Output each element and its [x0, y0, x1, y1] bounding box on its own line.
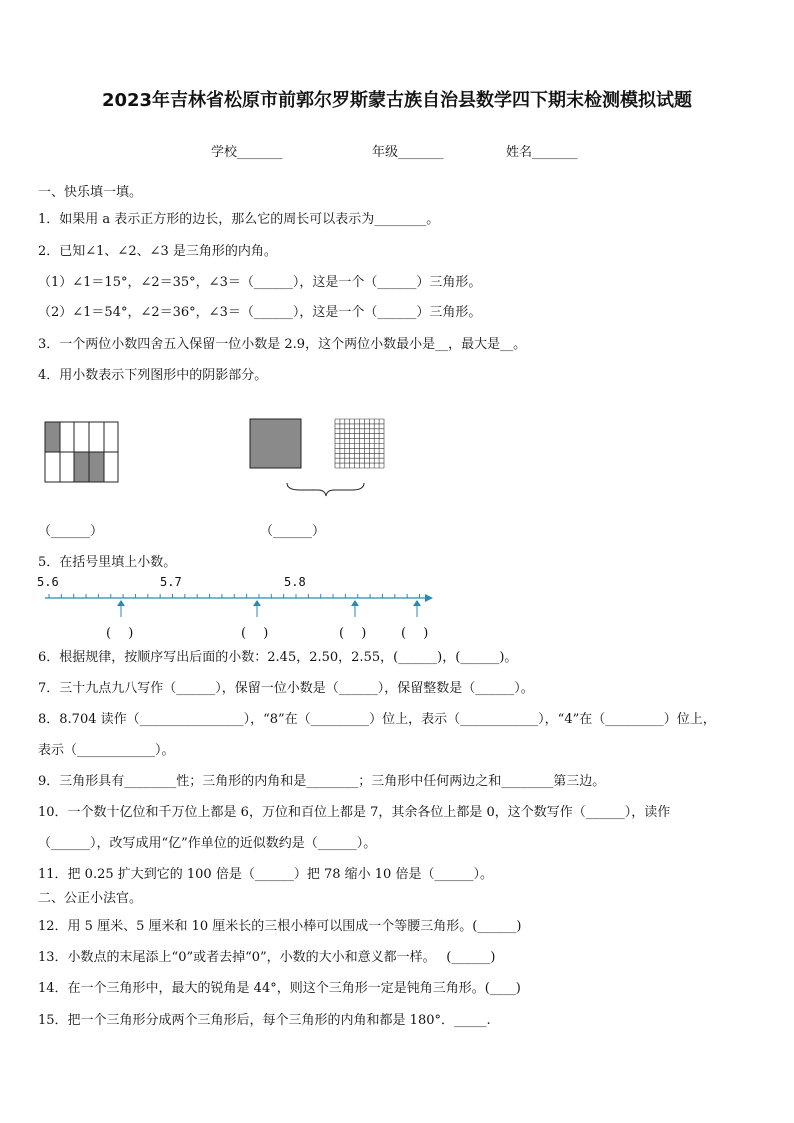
question-2-part-2: （2）∠1＝54°，∠2＝36°，∠3＝（______），这是一个（______）三角形。 [38, 305, 482, 320]
school-field: 学校_______ [211, 145, 283, 160]
number-line-label-5.8: 5.8 [284, 575, 306, 589]
number-line-blank-2: ( ) [241, 626, 269, 641]
question-2-part-1: （1）∠1＝15°，∠2＝35°，∠3＝（______），这是一个（______）三角形。 [38, 275, 482, 290]
number-line-label-5.7: 5.7 [160, 575, 182, 589]
question-4-blank-2: （______） [260, 524, 326, 539]
question-12: 12．用 5 厘米、5 厘米和 10 厘米长的三根小棒可以围成一个等腰三角形。(______) [38, 919, 522, 934]
number-line-blank-4: ( ) [401, 626, 429, 641]
question-8-line-2: 表示（____________）。 [38, 743, 175, 758]
question-13: 13．小数点的末尾添上“0”或者去掉“0”，小数的大小和意义都一样。 (______) [38, 950, 496, 965]
question-10-line-2: （______），改写成用“亿”作单位的近似数约是（______）。 [38, 836, 377, 851]
question-9: 9．三角形具有________性；三角形的内角和是________；三角形中任何两边之和________第三边。 [38, 774, 606, 789]
question-7: 7．三十九点九八写作（______），保留一位小数是（______），保留整数是（______）。 [38, 681, 534, 696]
name-field: 姓名_______ [506, 145, 578, 160]
question-2: 2．已知∠1、∠2、∠3 是三角形的内角。 [38, 244, 277, 259]
number-line-blank-3: ( ) [339, 626, 367, 641]
question-4: 4．用小数表示下列图形中的阴影部分。 [38, 368, 268, 383]
question-1: 1．如果用 a 表示正方形的边长，那么它的周长可以表示为________。 [38, 212, 440, 227]
number-line-arrowhead [425, 594, 433, 602]
question-11: 11．把 0.25 扩大到它的 100 倍是（______）把 78 缩小 10 倍是（______）。 [38, 867, 493, 882]
question-8-line-1: 8．8.704 读作（________________），“8”在（_________）位上，表示（____________），“4”在（_________）位上， [38, 712, 716, 727]
number-line-blank-1: ( ) [106, 626, 134, 641]
question-15: 15．把一个三角形分成两个三角形后，每个三角形的内角和都是 180°．_____. [38, 1013, 491, 1028]
question-5: 5．在括号里填上小数。 [38, 555, 177, 570]
section-1-heading: 一、快乐填一填。 [38, 185, 143, 200]
question-3: 3．一个两位小数四舍五入保留一位小数是 2.9，这个两位小数最小是__，最大是__。 [38, 337, 527, 352]
question-10-line-1: 10．一个数十亿位和千万位上都是 6，万位和百位上都是 7，其余各位上都是 0，这个数写作（______），读作 [38, 805, 671, 820]
section-2-heading: 二、公正小法官。 [38, 891, 143, 906]
question-14: 14．在一个三角形中，最大的锐角是 44°，则这个三角形一定是钝角三角形。(____) [38, 981, 521, 996]
number-line-label-5.6: 5.6 [37, 575, 59, 589]
question-6: 6．根据规律，按顺序写出后面的小数：2.45，2.50，2.55，(______)，(______)。 [38, 650, 518, 665]
grade-field: 年级_______ [372, 145, 444, 160]
page-title: 2023年吉林省松原市前郭尔罗斯蒙古族自治县数学四下期末检测模拟试题 [101, 90, 693, 111]
number-line-pointers [117, 600, 421, 617]
question-4-blank-1: （______） [38, 524, 104, 539]
